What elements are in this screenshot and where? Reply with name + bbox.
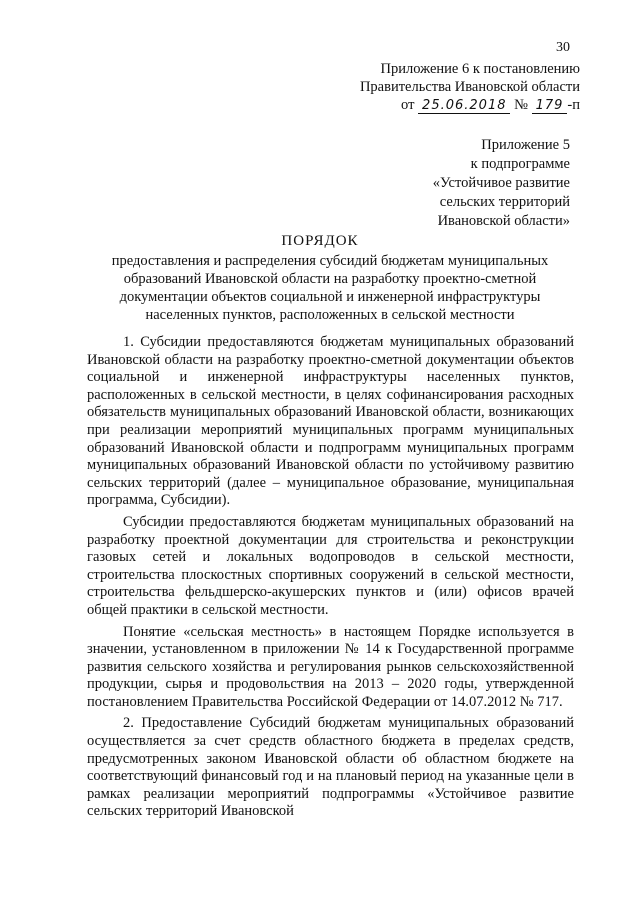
paragraph-1: 1. Субсидии предоставляются бюджетам муниципальных образований Ивановской области на разработку проектно-сметной документации объектов социальной и инженерной инфраструктуры населенных пунктов, расположенных в сельской местности, в целях софинансирования расходных обязательств муниципальных образований Ивановской области, возникающих при реализации мероприятий муниципальных программ муниципальных образований Ивановской области и подпрограмм муниципальных программ муниципальных образований Ивановской области по устойчивому развитию сельских территорий (далее – муниципальное образование, муниципальная программа, Субсидии).	[87, 334, 574, 509]
document-title: ПОРЯДОК	[281, 233, 359, 249]
handwritten-number: 179	[532, 98, 568, 114]
number-suffix: -п	[567, 97, 580, 113]
appendix-6-line-2: Правительства Ивановской области	[359, 79, 580, 95]
appendix-5-line: Приложение 5	[481, 137, 570, 153]
document-body	[87, 334, 574, 823]
paragraph-4: 2. Предоставление Субсидий бюджетам муниципальных образований осуществляется за счет средств областного бюджета в пределах средств, предусмотренных законом Ивановской области об областном бюджете на соответствующий финансовый год и на плановый период на указанные цели в рамках реализации мероприятий подпрограммы «Устойчивое развитие сельских территорий Ивановской	[87, 715, 574, 820]
appendix-5-header	[310, 136, 570, 231]
appendix-5-line: к подпрограмме	[470, 156, 570, 172]
number-label: №	[514, 97, 528, 113]
appendix-5-line: сельских территорий	[439, 194, 570, 210]
document-subtitle: предоставления и распределения субсидий бюджетам муниципальных образований Ивановской области на разработку проектно-сметной документации объектов социальной и инженерной инфраструктуры населенных пунктов, расположенных в сельской местности	[111, 253, 549, 323]
appendix-6-date-line	[290, 96, 580, 115]
date-prefix: от	[401, 97, 415, 113]
page-number: 30	[556, 40, 570, 55]
handwritten-date: 25.06.2018	[418, 98, 510, 114]
appendix-5-line: Ивановской области»	[437, 213, 570, 229]
appendix-6-line-1: Приложение 6 к постановлению	[380, 61, 580, 77]
appendix-5-line: «Устойчивое развитие	[432, 175, 570, 191]
paragraph-2: Субсидии предоставляются бюджетам муниципальных образований на разработку проектной документации для строительства и реконструкции газовых сетей и локальных водопроводов в сельской местности, строительства плоскостных спортивных сооружений в сельской местности, строительства фельдшерско-акушерских пунктов и (или) офисов врачей общей практики в сельской местности.	[87, 513, 574, 618]
paragraph-3: Понятие «сельская местность» в настоящем Порядке используется в значении, установленном в приложении № 14 к Государственной программе развития сельского хозяйства и регулирования рынков сельскохозяйственной продукции, сырья и продовольствия на 2013 – 2020 годы, утвержденной постановлением Правительства Российской Федерации от 14.07.2012 № 717.	[87, 623, 574, 710]
appendix-6-header	[290, 60, 580, 115]
